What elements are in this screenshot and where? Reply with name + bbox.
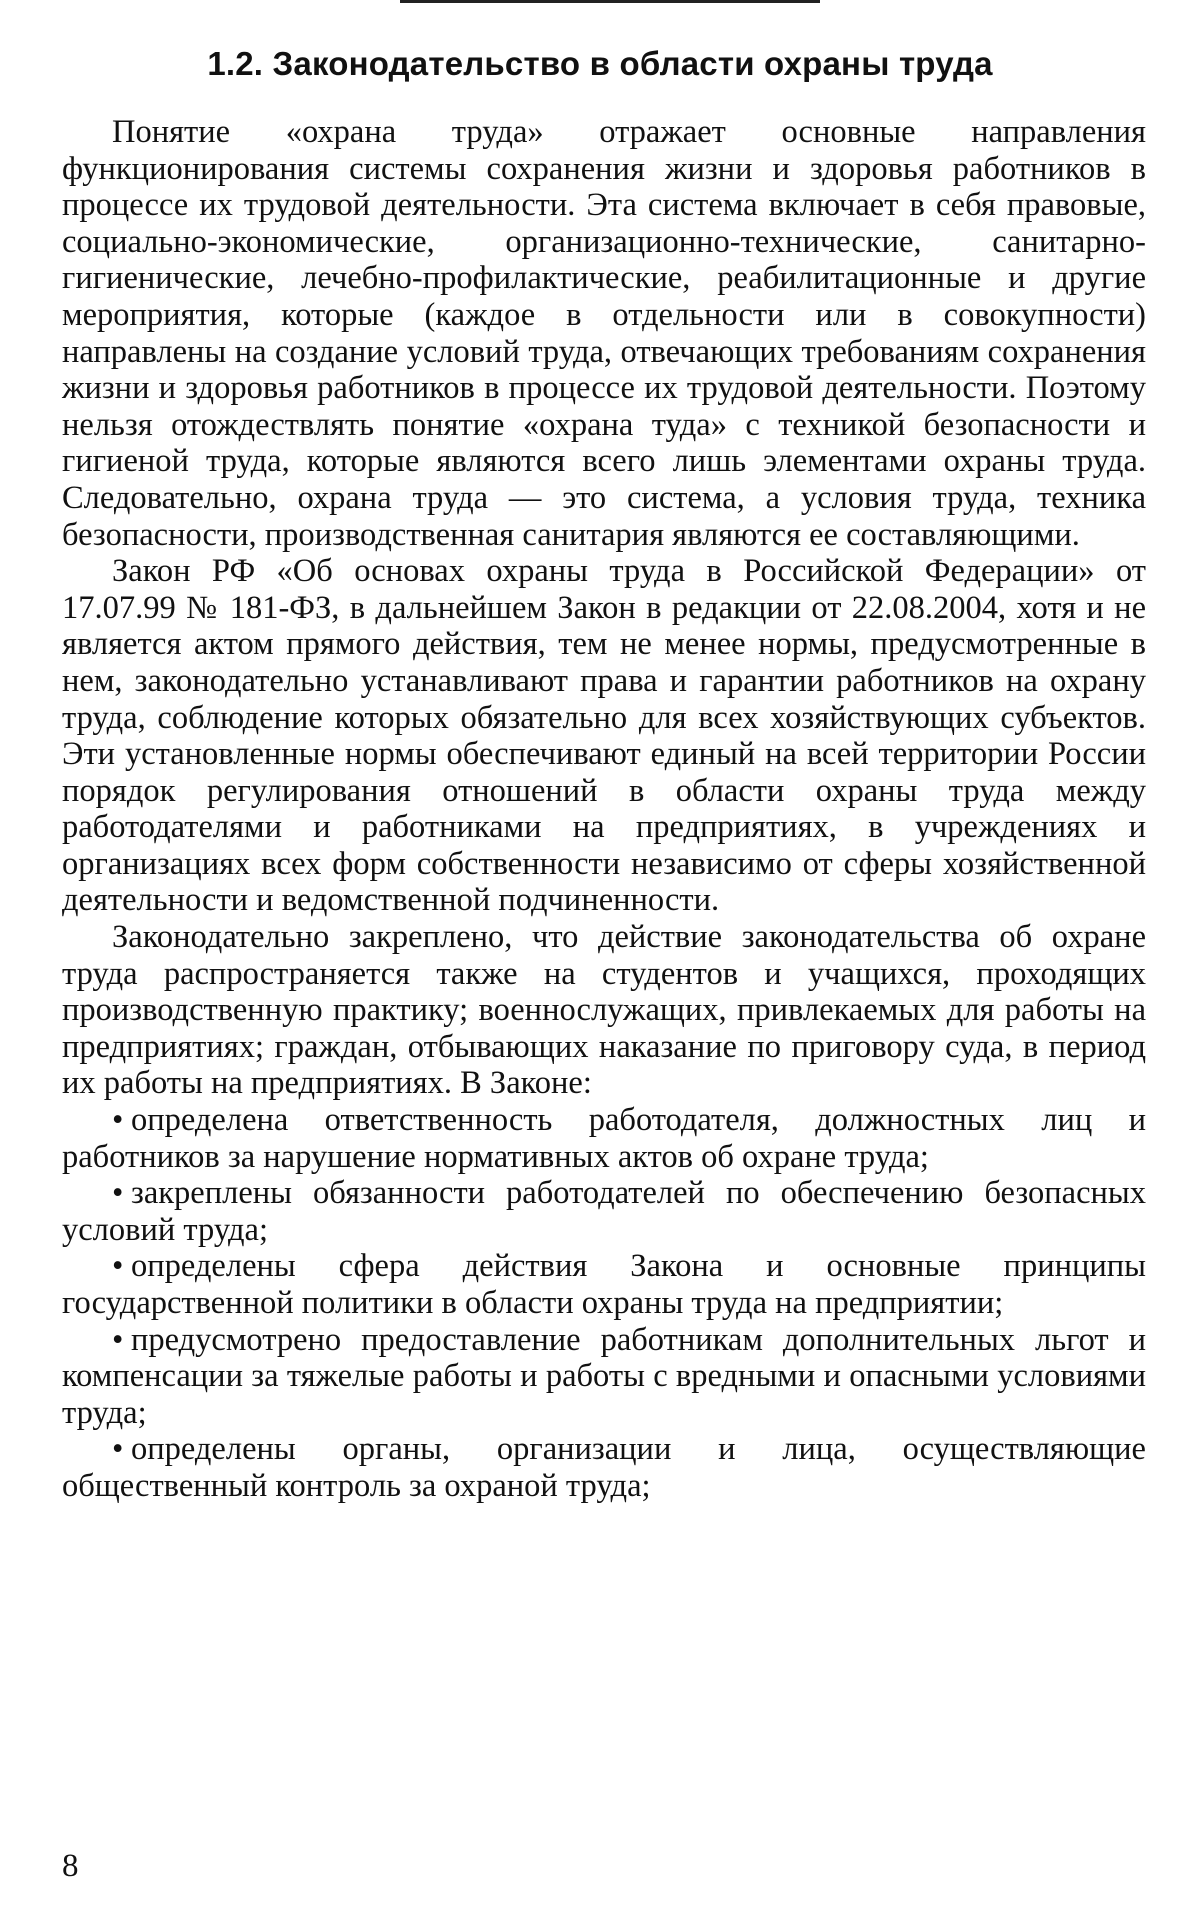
bullet-icon (112, 1248, 131, 1284)
list-item-text: закреплены обязанности работодателей по обеспечению безопасных условий труда; (62, 1175, 1146, 1248)
list-item (62, 1322, 1146, 1432)
list-item (62, 1175, 1146, 1248)
list-item-text: определены сфера действия Закона и основные принципы государственной политики в области охраны труда на предприятии; (62, 1248, 1146, 1321)
bullet-icon (112, 1322, 131, 1358)
paragraph-concept: Понятие «охрана труда» отражает основные направления функционирования системы сохранения жизни и здоровья работников в процессе их трудовой деятельности. Эта система включает в себя правовые, социально-экономические, организационно-технические, санитарно-гигиенические, лечебно-профилактические, реабилитационные и другие мероприятия, которые (каждое в отдельности или в совокупности) направлены на создание условий труда, отвечающих требованиям сохранения жизни и здоровья работников в процессе их трудовой деятельности. Поэтому нельзя отождествлять понятие «охрана туда» с техникой безопасности и гигиеной труда, которые являются всего лишь элементами охраны труда. Следовательно, охрана труда — это система, а условия труда, техника безопасности, производственная санитария являются ее составляющими. (62, 114, 1146, 553)
bullet-icon (112, 1102, 131, 1138)
body-text (62, 114, 1146, 1505)
section-title: 1.2. Законодательство в области охраны труда (207, 45, 993, 82)
list-item (62, 1431, 1146, 1504)
page-number: 8 (62, 1848, 79, 1884)
law-provisions-list (62, 1102, 1146, 1505)
list-item-text: определена ответственность работодателя, должностных лиц и работников за нарушение нормативных актов об охране труда; (62, 1102, 1146, 1175)
header-rule (400, 0, 820, 3)
bullet-icon (112, 1431, 131, 1467)
paragraph-scope: Законодательно закреплено, что действие законодательства об охране труда распространяется также на студентов и учащихся, проходящих производственную практику; военнослужащих, привлекаемых для работы на предприятиях; граждан, отбывающих наказание по приговору суда, в период их работы на предприятиях. В Законе: (62, 919, 1146, 1102)
paragraph-law: Закон РФ «Об основах охраны труда в Российской Федерации» от 17.07.99 № 181-ФЗ, в дальнейшем Закон в редакции от 22.08.2004, хотя и не является актом прямого действия, тем не менее нормы, предусмотренные в нем, законодательно устанавливают права и гарантии работников на охрану труда, соблюдение которых обязательно для всех хозяйствующих субъектов. Эти установленные нормы обеспечивают единый на всей территории России порядок регулирования отношений в области охраны труда между работодателями и работниками на предприятиях, в учреждениях и организациях всех форм собственности независимо от сферы хозяйственной деятельности и ведомственной подчиненности. (62, 553, 1146, 919)
bullet-icon (112, 1175, 131, 1211)
list-item (62, 1102, 1146, 1175)
list-item (62, 1248, 1146, 1321)
list-item-text: предусмотрено предоставление работникам дополнительных льгот и компенсации за тяжелые работы и работы с вредными и опасными условиями труда; (62, 1321, 1146, 1431)
list-item-text: определены органы, организации и лица, осуществляющие общественный контроль за охраной труда; (62, 1431, 1146, 1504)
